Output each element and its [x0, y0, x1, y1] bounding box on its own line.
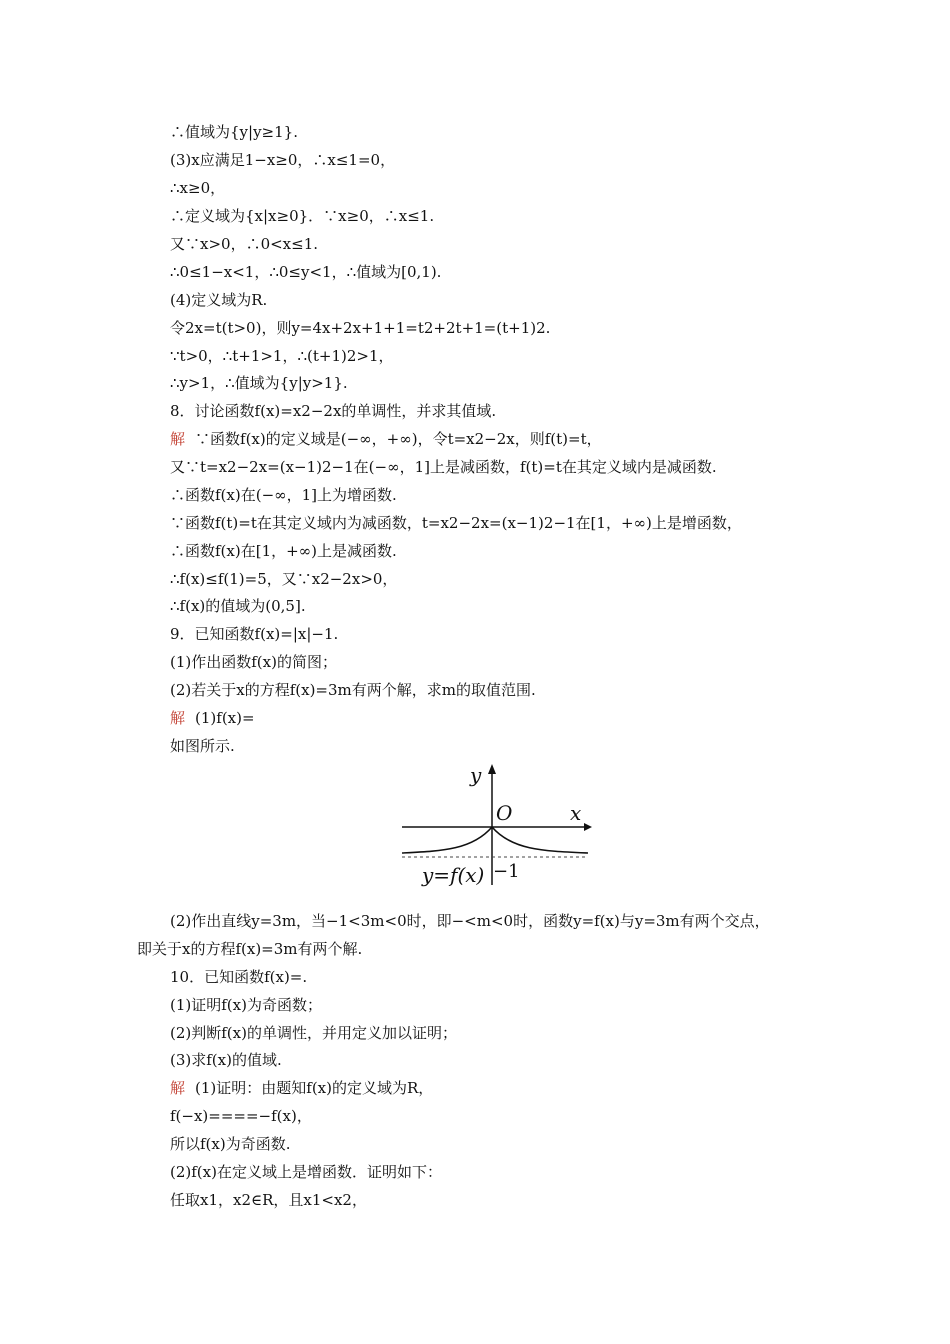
solution-text: ∵函数f(x)的定义域是(−∞，+∞)，令t=x2−2x，则f(t)=t， — [195, 430, 602, 448]
x-axis-label: x — [570, 801, 582, 825]
x-axis-arrow-icon — [584, 823, 592, 831]
solution-line — [170, 705, 255, 731]
text-line: (2)f(x)在定义域上是增函数．证明如下： — [170, 1163, 442, 1181]
text-line: ∴函数f(x)在[1，+∞)上是减函数. — [170, 542, 397, 560]
text-line: ∴f(x)≤f(1)=5，又∵x2−2x>0， — [170, 570, 398, 588]
text-line: (3)求f(x)的值域. — [170, 1051, 282, 1069]
text-line: f(−x)====−f(x)， — [170, 1107, 312, 1125]
solution-line — [170, 426, 602, 452]
text-line: (2)若关于x的方程f(x)=3m有两个解，求m的取值范围. — [170, 681, 536, 699]
text-line: ∴定义域为{x|x≥0}．∵x≥0，∴x≤1. — [170, 207, 435, 225]
y-axis-arrow-icon — [488, 764, 496, 774]
text-line: ∴值域为{y|y≥1}. — [170, 123, 298, 141]
function-graph-figure — [392, 760, 592, 900]
text-line: 又∵x>0，∴0<x≤1. — [170, 235, 319, 253]
solution-line — [170, 1075, 433, 1101]
solution-mark: 解 — [170, 430, 186, 448]
problem-9-title: 9．已知函数f(x)=|x|−1. — [170, 625, 339, 643]
text-line: 所以f(x)为奇函数. — [170, 1135, 291, 1153]
solution-text: (1)f(x)= — [195, 709, 255, 727]
text-line: ∴x≥0， — [170, 179, 226, 197]
text-line: ∴函数f(x)在(−∞，1]上为增函数. — [170, 486, 397, 504]
asymptote-label: −1 — [493, 861, 520, 882]
text-line: (1)证明f(x)为奇函数； — [170, 996, 322, 1014]
text-line: 又∵t=x2−2x=(x−1)2−1在(−∞，1]上是减函数，f(t)=t在其定义域内是减函数. — [170, 458, 717, 476]
text-line: 令2x=t(t>0)，则y=4x+2x+1+1=t2+2t+1=(t+1)2. — [170, 319, 551, 337]
text-line: ∴0≤1−x<1，∴0≤y<1，∴值域为[0,1). — [170, 263, 442, 281]
curve-label: y=f(x) — [422, 863, 485, 887]
text-line: (2)作出直线y=3m，当−1<3m<0时，即−<m<0时，函数y=f(x)与y=3m有两个交点， — [170, 912, 770, 930]
solution-mark: 解 — [170, 1079, 186, 1097]
text-line: 任取x1，x2∈R，且x1<x2， — [170, 1191, 367, 1209]
origin-label: O — [496, 801, 513, 825]
solution-text: (1)证明：由题知f(x)的定义域为R， — [195, 1079, 434, 1097]
text-line: (1)作出函数f(x)的简图； — [170, 653, 337, 671]
y-axis-label: y — [470, 763, 482, 787]
curve-left — [402, 827, 492, 853]
curve-right — [492, 827, 588, 853]
text-line: ∴f(x)的值域为(0,5]. — [170, 597, 306, 615]
problem-8-title: 8．讨论函数f(x)=x2−2x的单调性，并求其值域. — [170, 402, 497, 420]
text-line: 即关于x的方程f(x)=3m有两个解. — [137, 940, 363, 958]
text-line: ∴y>1，∴值域为{y|y>1}. — [170, 374, 348, 392]
text-line: (4)定义域为R. — [170, 291, 268, 309]
text-line: ∵函数f(t)=t在其定义域内为减函数，t=x2−2x=(x−1)2−1在[1，+∞)上是增函数， — [170, 514, 742, 532]
solution-mark: 解 — [170, 709, 186, 727]
text-line: (3)x应满足1−x≥0，∴x≤1=0， — [170, 151, 396, 169]
problem-10-title: 10．已知函数f(x)=. — [170, 968, 308, 986]
text-line: (2)判断f(x)的单调性，并用定义加以证明； — [170, 1024, 457, 1042]
text-line: 如图所示. — [170, 737, 235, 755]
text-line: ∵t>0，∴t+1>1，∴(t+1)2>1， — [170, 347, 394, 365]
